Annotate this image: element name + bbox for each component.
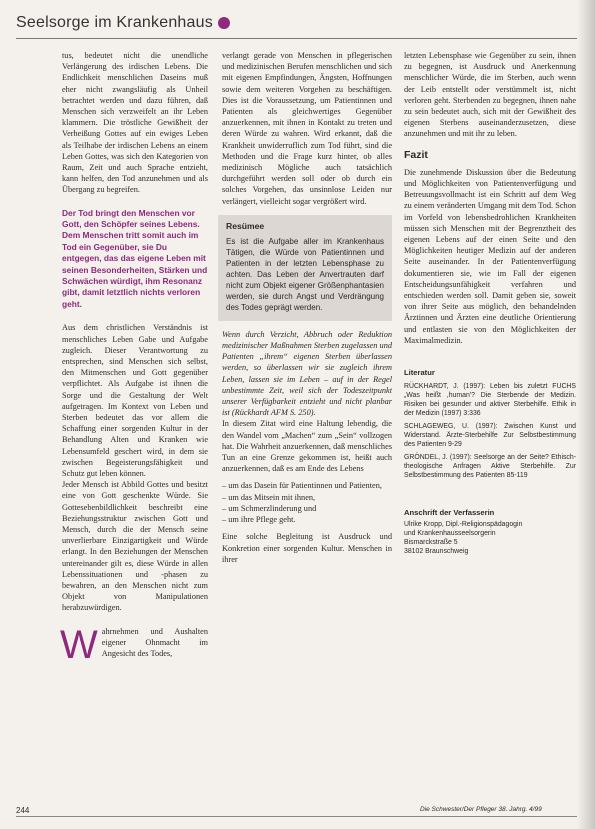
italic-quote: Wenn durch Verzicht, Abbruch oder Reduktion medizinischer Maßnahmen Sterben zugelassen und Patienten „ihrem“ eigenen Sterben überlassen werden, so überlassen wir sie zugleich ihrem Leben, lassen sie im Leben – auf in der Regel unbestimmte Zeit, weil sich der Todeszeitpunkt unserer Verfügbarkeit entzieht und nicht planbar ist (Rückhardt AFM S. 250).	[222, 329, 392, 418]
page-shadow	[577, 0, 595, 829]
list-item: – um Schmerzlinderung und	[222, 503, 317, 513]
accent-dot-icon	[218, 17, 230, 29]
fazit-heading: Fazit	[404, 148, 428, 161]
author-address	[404, 508, 576, 556]
literature-entry: SCHLAGEWEG, U. (1997): Zwischen Kunst und Widerstand. Ärzte-Sterbehilfe Zur Selbstbestimmung des Patienten 9-29	[404, 423, 576, 449]
address-line: 38102 Braunschweig	[404, 548, 469, 556]
literature-entry: GRÖNDEL, J. (1997): Seelsorge an der Seite? Ethisch-theologische Anfragen Aktive Sterbehilfe. Zur Selbstbestimmung des Patienten 85-119	[404, 454, 576, 480]
magazine-citation: Die Schwester/Der Pfleger 38. Jahrg. 4/99	[420, 806, 542, 813]
list-item: – um das Mitsein mit ihnen,	[222, 492, 316, 502]
list-item: – um das Dasein für Patientinnen und Patienten,	[222, 481, 382, 491]
paragraph: In diesem Zitat wird eine Haltung lebendig, die den Wandel vom „Machen“ zum „Sein“ vollzogen hat. Die Wahrheit anzuerkennen, daß menschliches Tun an eine Grenze gekommen ist, heißt auch anzuerkennen, daß es am Ende des Lebens	[222, 419, 392, 474]
paragraph: Eine solche Begleitung ist Ausdruck und Konkretion einer sorgenden Kultur. Menschen in ihrer	[222, 532, 392, 564]
summary-box-text: Es ist die Aufgabe aller im Krankenhaus Tätigen, die Würde von Patientinnen und Patienten in der letzten Lebensphase zu achten. Das Leben der Anvertrauten darf nicht zum Objekt eigener Größenphantasien werden, sie durch Angst und Verdrängung des Todes geprägt werden.	[226, 236, 384, 312]
address-line: Ulrike Kropp, Dipl.-Religionspädagogin	[404, 521, 523, 529]
paragraph: letzten Lebensphase wie Gegenüber zu sein, ihnen zu begegnen, ist Ausdruck und Anerkennung menschlicher Würde, die im Sterben, auch wenn der Leib entstellt oder verstümmelt ist, nicht verloren geht. Sterbenden zu begegnen, ihnen nahe zu sein bedeutet auch, sich mit der Gewißheit des eigenen Sterbens auseinanderzusetzen, diese anzunehmen und mit ihr zu leben.	[404, 51, 576, 139]
address-line: und Krankenhausseelsorgerin	[404, 530, 496, 538]
list-item: – um ihre Pflege geht.	[222, 515, 296, 525]
paragraph: Die zunehmende Diskussion über die Bedeutung und Möglichkeiten von Patientenverfügung und Betreuungsvollmacht ist ein Schritt auf dem Weg zu einem veränderten Umgang mit dem Tod. Schon im Vorfeld von lebensbedrohlichen Krankheiten müssen sich Menschen mit der Begrenztheit des eigenen Lebens auf der einen Seite und den Möglichkeiten heutiger Medizin auf der anderen Seite auseinander. In der Patientenverfügung dokumentieren sie, wie im Fall der eigenen Entscheidungsunfähigkeit verfahren und entschieden werden soll. Damit geben sie, soweit von ihrer Seite aus möglich, den behandelnden Ärztinnen und Ärzten eine deutliche Orientierung und entlasten sie von den Möglichkeiten der Maximalmedizin.	[404, 167, 576, 345]
column-3	[404, 50, 576, 556]
dash-list	[222, 480, 392, 525]
paragraph: ahrnehmen und Aushalten eigener Ohnmacht im Angesicht des Todes,	[101, 626, 208, 658]
footer-rule	[16, 816, 577, 817]
paragraph: Jeder Mensch ist Abbild Gottes und besitzt eine von Gott geschenkte Würde. Sie Gottesebenbildlichkeit beschreibt eine Beziehungsstruktur zwischen Gott und Mensch, durch die der Mensch seine unverlierbare Einzigartigkeit und Würde erlangt. In den Beziehungen der Menschen untereinander gilt es, diese Würde in allen Lebenssituationen und -phasen zu bewahren, an den Menschen nicht zum Objekt von Manipulationen herabzuwürdigen.	[62, 480, 208, 613]
summary-box-title: Resümee	[226, 220, 265, 231]
header-rule	[16, 38, 577, 39]
column-2	[222, 50, 392, 565]
page-header	[16, 12, 230, 34]
paragraph: verlangt gerade von Menschen in pflegerischen und medizinischen Berufen menschlichen und sich mit eigenen Empfindungen, Ängsten, Hoffnungen sowie dem weiteren Vorgehen zu beschäftigen. Dies ist die Voraussetzung, um Patientinnen und Patienten als gleichwertiges Gegenüber anzuerkennen, mit ihnen in Kontakt zu treten und deren Würde zu wahren. Wird erkannt, daß die Krankheit unwiderruflich zum Tod führt, sind die Methoden und die Frage kurz hinter, ob alles medizinisch Mögliche auch tatsächlich durchgeführt werden soll oder ob durch ein solches Vorgehen, das unsinnlose Leiden nur verlängert, vielleicht sogar vergrößert wird.	[222, 51, 392, 206]
address-line: Bismarckstraße 5	[404, 539, 458, 547]
section-title: Seelsorge im Krankenhaus	[16, 14, 213, 31]
pull-quote: Der Tod bringt den Menschen vor Gott, den Schöpfer seines Lebens. Dem Menschen tritt somit auch im Tod ein Gegenüber, sie Du entgegen, das das eigene Leben mit seinen Besonderheiten, Stärken und Schwächen würdigt, ihm Resonanz gibt, damit letztlich nichts verloren geht.	[62, 207, 208, 309]
paragraph: Aus dem christlichen Verständnis ist menschliches Leben Gabe und Aufgabe zugleich. Dieser Verantwortung zu entsprechen, sind Menschen sich selbst, den Mitmenschen und Gott gegenüber verpflichtet. Als Aufgabe ist ihnen die Sorge und die Gestaltung der Welt aufgetragen. Im Kontext von Leben und Sterben bedeutet das vor allem die Schaffung einer sorgenden Kultur in der Behandlung Alten und Kranken wie Lebensumfeld geschert wird, in dem sie zwischen Begeisterungsfähigkeit und Schutz gut leben können.	[62, 323, 208, 478]
address-heading: Anschrift der Verfasserin	[404, 508, 495, 518]
literature-entry: RÜCKHARDT, J. (1997): Leben bis zuletzt FUCHS „Was heißt ,human'? Die Sterbende der Medizin. Risiken bei gesunder und aktiver Sterbehilfe. Ethik in der Medizin (1997) 3:336	[404, 383, 576, 418]
dropcap-paragraph	[60, 622, 208, 667]
literature-heading: Literatur	[404, 368, 435, 378]
page-number: 244	[16, 806, 30, 815]
dropcap-letter: W	[60, 622, 98, 667]
summary-box	[218, 215, 392, 321]
column-1	[60, 50, 208, 667]
literature-list	[404, 368, 576, 480]
paragraph: tus, bedeutet nicht die unendliche Verlängerung des irdischen Lebens. Die Endlichkeit menschlichen Daseins muß eher nicht zwangsläufig als Unheil betrachtet werden und dazu führen, daß Menschen sich verzweifelt an ihr Leben klammern. Die tröstliche Gewißheit der Verheißung Gottes auf ein ewiges Leben als Teilhabe der irdischen Lebens an einem Leben Gottes, was sich den Kategorien von Raum, Zeit und auch Sprache entzieht, kann helfen, den Tod anzunehmen und als Übergang zu begreifen.	[62, 51, 208, 195]
